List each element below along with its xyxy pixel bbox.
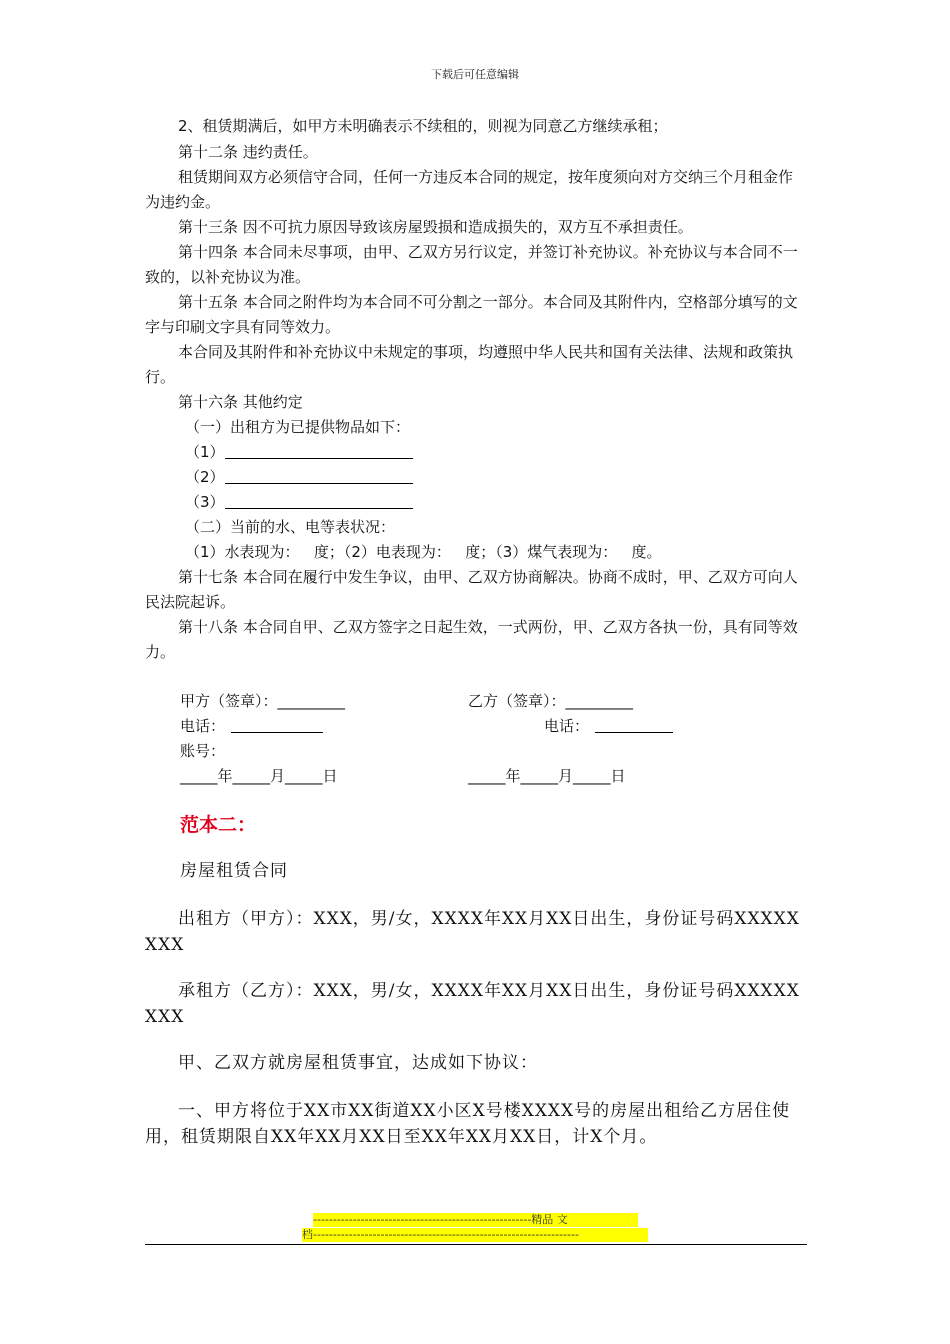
party-a-phone-label: 电话： (180, 717, 226, 735)
party-b-phone (544, 715, 673, 736)
item-label-1: （1） (185, 443, 225, 461)
items-heading: （一）出租方为已提供物品如下： (185, 418, 411, 436)
sample-two-heading: 范本二： (180, 814, 257, 836)
meter-readings: （1）水表现为： 度；（2）电表现为： 度；（3）煤气表现为： 度。 (185, 543, 662, 561)
clause-15: 第十五条 本合同之附件均为本合同不可分割之一部分。本合同及其附件内，空格部分填写的文字与印刷文字具有同等效力。 (145, 293, 798, 336)
account-label: 账号： (180, 742, 226, 760)
clause-14: 第十四条 本合同未尽事项，由甲、乙双方另行议定，并签订补充协议。补充协议与本合同不一致的，以补充协议为准。 (145, 243, 798, 286)
clause-17: 第十七条 本合同在履行中发生争议，由甲、乙双方协商解决。协商不成时，甲、乙双方可向人民法院起诉。 (145, 568, 798, 611)
item-label-2: （2） (185, 468, 225, 486)
item-line-1 (145, 440, 805, 465)
party-b-date: _____年_____月_____日 (468, 767, 626, 785)
party-a-date: _____年_____月_____日 (180, 767, 338, 785)
clause-13: 第十三条 因不可抗力原因导致该房屋毁损和造成损失的，双方互不承担责任。 (178, 218, 693, 236)
item-line-2 (145, 465, 805, 490)
clause-16-title: 第十六条 其他约定 (178, 393, 303, 411)
contract-title: 房屋租赁合同 (180, 861, 288, 881)
clause-18: 第十八条 本合同自甲、乙双方签字之日起生效，一式两份，甲、乙双方各执一份，具有同等效力。 (145, 618, 798, 661)
item-blank-2[interactable] (225, 469, 413, 484)
party-b-phone-label: 电话： (544, 717, 590, 735)
party-a-phone-blank[interactable] (231, 718, 323, 733)
clause-15-supplement: 本合同及其附件和补充协议中未规定的事项，均遵照中华人民共和国有关法律、法规和政策执行。 (145, 343, 794, 386)
item-line-3 (145, 490, 805, 515)
party-b-signature: 乙方（签章）：_________ (468, 692, 634, 710)
header-note: 下载后可任意编辑 (431, 68, 519, 81)
footer-rule (145, 1244, 807, 1245)
meter-heading: （二）当前的水、电等表状况： (185, 518, 396, 536)
footer-line-1: -------------------------------------------------------精品 文 (313, 1213, 638, 1227)
lessor-line: 出租方（甲方）：XXX，男/女，XXXX年XX月XX日出生，身份证号码XXXXXXXX (145, 909, 800, 955)
party-a-signature: 甲方（签章）：_________ (180, 692, 346, 710)
clause-one: 一、甲方将位于XX市XX街道XX小区X号楼XXXX号的房屋出租给乙方居住使用，租赁期限自XX年XX月XX日至XX年XX月XX日，计X个月。 (145, 1101, 791, 1147)
lessee-line: 承租方（乙方）：XXX，男/女，XXXX年XX月XX日出生，身份证号码XXXXXXXX (145, 981, 800, 1027)
clause-12-title: 第十二条 违约责任。 (178, 143, 318, 161)
item-blank-1[interactable] (225, 444, 413, 459)
item-blank-3[interactable] (225, 494, 413, 509)
item-label-3: （3） (185, 493, 225, 511)
party-b-phone-blank[interactable] (595, 718, 673, 733)
footer-line-2: 档------------------------------------------------------------------- (302, 1228, 648, 1242)
clause-11-item-2: 2、租赁期满后，如甲方未明确表示不续租的，则视为同意乙方继续承租； (178, 117, 668, 135)
agreement-line: 甲、乙双方就房屋租赁事宜，达成如下协议： (178, 1053, 538, 1073)
clause-12-body: 租赁期间双方必须信守合同，任何一方违反本合同的规定，按年度须向对方交纳三个月租金作为违约金。 (145, 168, 794, 211)
party-a-phone (180, 715, 323, 736)
